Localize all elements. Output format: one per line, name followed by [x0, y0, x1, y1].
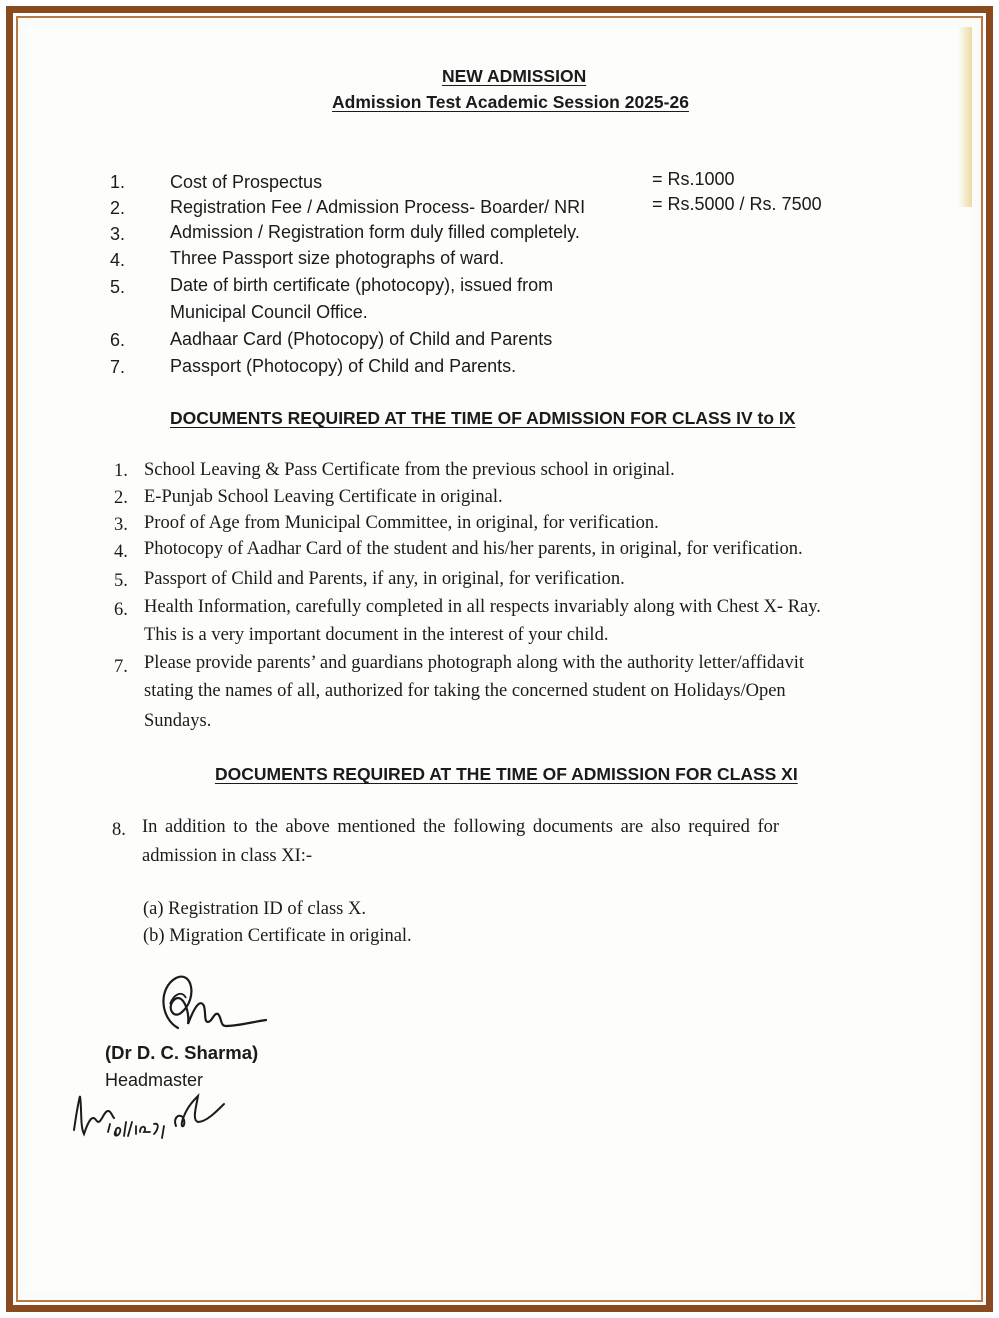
document-item-number: 7. — [114, 657, 128, 677]
document-item-number: 1. — [114, 461, 128, 481]
requirement-text: Admission / Registration form duly filled completely. — [170, 222, 580, 242]
headmaster-signature — [148, 968, 288, 1048]
document-item-text-continued: admission in class XI:- — [142, 846, 313, 866]
document-item-text: Passport of Child and Parents, if any, in original, for verification. — [144, 569, 625, 589]
requirement-text: Cost of Prospectus — [170, 172, 323, 192]
document-item-text: E-Punjab School Leaving Certificate in original. — [144, 487, 503, 507]
requirement-number: 5. — [110, 277, 126, 297]
requirement-text: Three Passport size photographs of ward. — [170, 248, 505, 268]
document-item-number: 6. — [114, 600, 128, 620]
requirement-text: Date of birth certificate (photocopy), issued from — [170, 275, 554, 295]
requirement-fee: = Rs.1000 — [652, 169, 735, 189]
document-item-text: School Leaving & Pass Certificate from the previous school in original. — [144, 460, 675, 480]
document-item-text: Proof of Age from Municipal Committee, in original, for verification. — [144, 513, 659, 533]
document-item-text: Photocopy of Aadhar Card of the student and his/her parents, in original, for verification. — [144, 539, 803, 559]
document-item-number: 5. — [114, 571, 128, 591]
document-item-text: Please provide parents’ and guardians photograph along with the authority letter/affidavit — [144, 653, 804, 673]
signatory-name: (Dr D. C. Sharma) — [105, 1042, 259, 1063]
requirement-number: 7. — [110, 357, 126, 377]
requirement-text: Registration Fee / Admission Process- Boarder/ NRI — [170, 197, 586, 217]
requirement-number: 3. — [110, 224, 126, 244]
section-heading-class-iv-ix: DOCUMENTS REQUIRED AT THE TIME OF ADMISSION FOR CLASS IV to IX — [170, 408, 796, 428]
document-item-text: Health Information, carefully completed in all respects invariably along with Chest X- Ray. — [144, 597, 821, 617]
requirement-number: 4. — [110, 250, 126, 270]
paper-edge-stain — [958, 27, 972, 207]
document-title: NEW ADMISSION — [442, 66, 587, 86]
requirement-fee: = Rs.5000 / Rs. 7500 — [652, 194, 822, 214]
initials-and-date-scribble — [66, 1086, 236, 1146]
document-item-number: 8. — [112, 820, 126, 840]
requirement-number: 2. — [110, 198, 126, 218]
requirement-number: 1. — [110, 172, 126, 192]
requirement-number: 6. — [110, 330, 126, 350]
section-heading-class-xi: DOCUMENTS REQUIRED AT THE TIME OF ADMISSION FOR CLASS XI — [215, 764, 798, 784]
requirement-text-continued: Municipal Council Office. — [170, 302, 368, 322]
document-item-text: In addition to the above mentioned the following documents are also required for — [142, 817, 780, 837]
document-subitem: (a) Registration ID of class X. — [143, 899, 366, 919]
requirement-text: Passport (Photocopy) of Child and Parents. — [170, 356, 517, 376]
document-item-number: 3. — [114, 515, 128, 535]
signatory-designation: Headmaster — [105, 1070, 204, 1090]
document-item-number: 2. — [114, 488, 128, 508]
document-item-text-continued: This is a very important document in the interest of your child. — [144, 625, 609, 645]
document-subtitle: Admission Test Academic Session 2025-26 — [332, 92, 689, 112]
document-item-text-continued: Sundays. — [144, 711, 212, 731]
document-subitem: (b) Migration Certificate in original. — [143, 926, 412, 946]
requirement-text: Aadhaar Card (Photocopy) of Child and Parents — [170, 329, 553, 349]
document-item-number: 4. — [114, 542, 128, 562]
document-item-text-continued: stating the names of all, authorized for taking the concerned student on Holidays/Open — [144, 681, 786, 701]
